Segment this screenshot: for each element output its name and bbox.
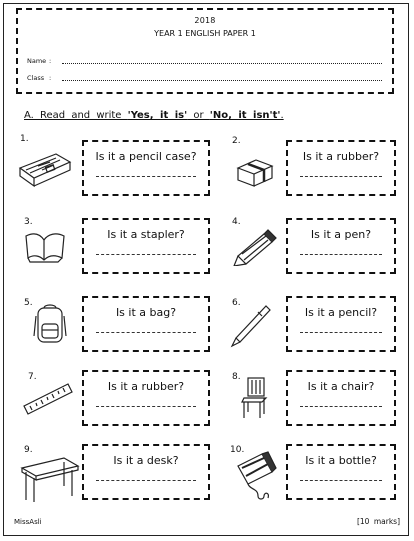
name-label: Name (27, 57, 47, 65)
chair-icon (240, 376, 268, 424)
question-box (82, 218, 210, 274)
header-year: 2018 (194, 16, 216, 25)
instruction (24, 110, 284, 121)
question-text: Is it a stapler? (107, 228, 185, 241)
question-number: 9. (24, 445, 33, 455)
answer-line[interactable] (96, 332, 196, 333)
header-box (16, 8, 394, 94)
question-box (82, 444, 210, 500)
name-colon: : (49, 57, 52, 65)
question-text: Is it a desk? (113, 454, 179, 467)
question-text: Is it a bag? (115, 306, 177, 319)
class-colon: : (49, 74, 52, 82)
pen-icon (228, 302, 274, 352)
answer-line[interactable] (300, 480, 382, 481)
question-box (286, 140, 396, 196)
instruction-suffix: . (280, 110, 284, 121)
question-number: 10. (230, 445, 245, 455)
question-number: 3. (24, 217, 33, 227)
pencil-case-icon (16, 146, 74, 196)
question-text: Is it a rubber? (302, 150, 380, 163)
question-number: 8. (232, 372, 241, 382)
answer-line[interactable] (300, 254, 382, 255)
answer-line[interactable] (300, 332, 382, 333)
answer-line[interactable] (96, 480, 196, 481)
answer-line[interactable] (300, 176, 382, 177)
question-number: 1. (20, 134, 29, 144)
question-box (286, 370, 396, 426)
class-label-row (27, 74, 52, 82)
ruler-icon (22, 380, 74, 420)
question-text: Is it a bottle? (305, 454, 377, 467)
instruction-no: 'No, it isn't' (209, 110, 281, 121)
question-box (82, 296, 210, 352)
class-label: Class (27, 74, 45, 82)
question-text: Is it a chair? (307, 380, 375, 393)
question-box (82, 140, 210, 196)
desk-icon (20, 456, 80, 508)
answer-line[interactable] (96, 176, 196, 177)
question-number: 5. (24, 298, 33, 308)
question-text: Is it a pencil? (304, 306, 378, 319)
question-number: 2. (232, 136, 241, 146)
name-line[interactable] (62, 63, 382, 64)
book-icon (22, 226, 68, 270)
question-number: 7. (28, 372, 37, 382)
instruction-yes: 'Yes, it is' (127, 110, 188, 121)
total-marks: [10 marks] (356, 517, 400, 526)
instruction-prefix: A. Read and write (24, 110, 128, 121)
question-number: 6. (232, 298, 241, 308)
answer-line[interactable] (96, 406, 196, 407)
bag-icon (32, 302, 68, 350)
question-box (286, 296, 396, 352)
question-box (286, 218, 396, 274)
question-number: 4. (232, 217, 241, 227)
answer-line[interactable] (300, 406, 382, 407)
question-text: Is it a pencil case? (95, 150, 197, 163)
question-text: Is it a rubber? (107, 380, 185, 393)
class-line[interactable] (62, 80, 382, 81)
question-box (286, 444, 396, 500)
author-credit: MissAsli (14, 518, 42, 526)
pencil-icon (232, 226, 278, 270)
answer-line[interactable] (96, 254, 196, 255)
name-label-row (27, 57, 52, 65)
rubber-icon (234, 150, 276, 194)
glue-icon (232, 450, 282, 508)
instruction-middle: or (187, 110, 210, 121)
question-box (82, 370, 210, 426)
question-text: Is it a pen? (310, 228, 372, 241)
header-title: YEAR 1 ENGLISH PAPER 1 (154, 29, 256, 38)
